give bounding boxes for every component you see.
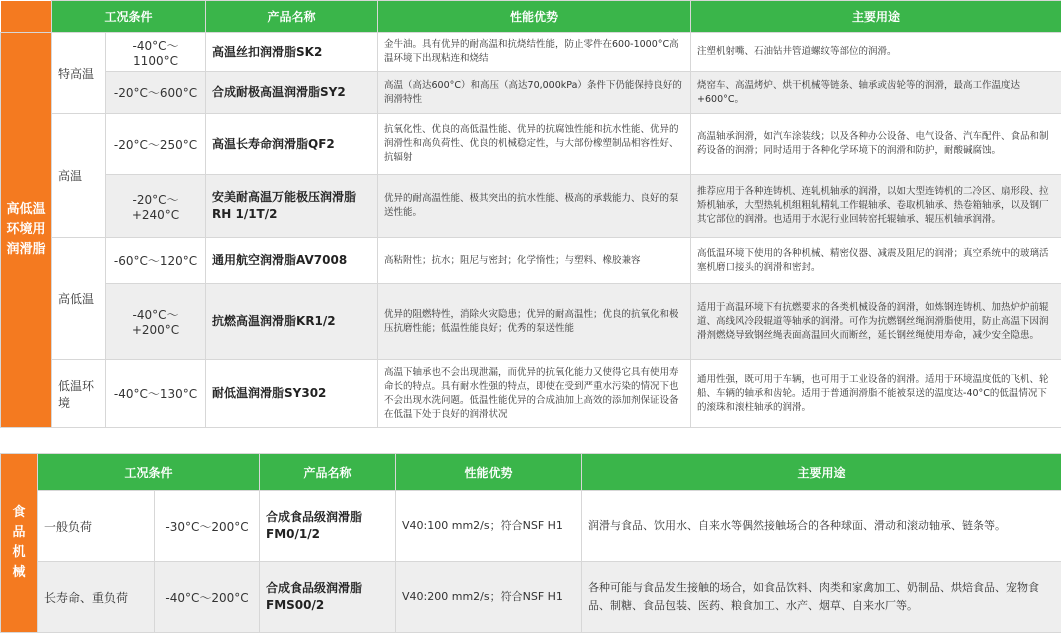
temp-range: -40°C～130°C	[106, 360, 206, 428]
performance-text: 高温（高达600°C）和高压（高达70,000kPa）条件下仍能保持良好的润滑特性	[378, 72, 691, 114]
product-name: 合成食品级润滑脂FM0/1/2	[260, 491, 396, 562]
header-condition: 工况条件	[52, 1, 206, 33]
temp-range: -60°C～120°C	[106, 238, 206, 284]
performance-text: 高粘附性；抗水；阻尼与密封；化学惰性；与塑料、橡胶兼容	[378, 238, 691, 284]
usage-text: 推荐应用于各种连铸机、连轧机轴承的润滑，以如大型连铸机的二冷区、扇形段、拉矫机轴承，大型热轧机组粗轧精轧工作辊轴承、卷取机轴承、热卷箱轴承，以及钢厂其它部位的润滑。也适用于水泥行业回转窑托辊轴承、辊压机轴承润滑。	[691, 175, 1061, 238]
header-condition: 工况条件	[38, 454, 260, 491]
load-condition: 长寿命、重负荷	[38, 562, 155, 633]
product-name: 高温长寿命润滑脂QF2	[206, 114, 378, 175]
usage-text: 注塑机射嘴、石油钻井管道螺纹等部位的润滑。	[691, 33, 1061, 72]
usage-text: 各种可能与食品发生接触的场合，如食品饮料、肉类和家禽加工、奶制品、烘焙食品、宠物食品、制糖、食品包装、医药、粮食加工、水产、烟草、自来水厂等。	[582, 562, 1061, 633]
performance-text: V40:200 mm2/s；符合NSF H1	[396, 562, 582, 633]
group-label: 高低温	[52, 238, 106, 360]
header-product: 产品名称	[260, 454, 396, 491]
temp-range: -40°C～1100°C	[106, 33, 206, 72]
temp-range: -20°C～+240°C	[106, 175, 206, 238]
category-label	[1, 454, 38, 633]
category-label: 高低温环境用润滑脂	[1, 33, 52, 428]
usage-text: 高温轴承润滑，如汽车涂装线；以及各种办公设备、电气设备、汽车配件、食品和制药设备的润滑；同时适用于各种化学环境下的润滑和防护，耐酸碱腐蚀。	[691, 114, 1061, 175]
product-name: 耐低温润滑脂SY302	[206, 360, 378, 428]
header-usage: 主要用途	[582, 454, 1061, 491]
performance-text: V40:100 mm2/s；符合NSF H1	[396, 491, 582, 562]
temp-range: -40°C～+200°C	[106, 284, 206, 360]
header-product: 产品名称	[206, 1, 378, 33]
product-name: 安美耐高温万能极压润滑脂RH 1/1T/2	[206, 175, 378, 238]
performance-text: 高温下轴承也不会出现泄漏，而优异的抗氧化能力又使得它具有使用寿命长的特点。具有耐水性强的特点，即使在受到严重水污染的情况下也不会出现水洗问题。低温性能优异的合成油加上高效的添加剂保证设备在低温下处于良好的润滑状况	[378, 360, 691, 428]
performance-text: 优异的耐高温性能、极其突出的抗水性能、极高的承载能力、良好的泵送性能。	[378, 175, 691, 238]
group-label: 低温环境	[52, 360, 106, 428]
performance-text: 金牛油。具有优异的耐高温和抗烧结性能，防止零件在600-1000°C高温环境下出现粘连和烧结	[378, 33, 691, 72]
load-condition: 一般负荷	[38, 491, 155, 562]
group-label: 特高温	[52, 33, 106, 114]
usage-text: 烧窑车、高温烤炉、烘干机械等链条、轴承或齿轮等的润滑，最高工作温度达+600°C。	[691, 72, 1061, 114]
temp-range: -20°C～250°C	[106, 114, 206, 175]
usage-text: 通用性强，既可用于车辆，也可用于工业设备的润滑。适用于环境温度低的飞机、轮船、车辆的轴承和齿轮。适用于普通润滑脂不能被泵送的温度达-40°C的低温情况下的滚珠和滚柱轴承的润滑。	[691, 360, 1061, 428]
usage-text: 高低温环境下使用的各种机械、精密仪器、减震及阻尼的润滑；真空系统中的玻璃活塞机磨口接头的润滑和密封。	[691, 238, 1061, 284]
header-usage: 主要用途	[691, 1, 1061, 33]
category-text: 食品机械	[12, 505, 26, 580]
product-name: 高温丝扣润滑脂SK2	[206, 33, 378, 72]
performance-text: 优异的阻燃特性，消除火灾隐患；优异的耐高温性；优良的抗氧化和极压抗磨性能；低温性能良好；优秀的泵送性能	[378, 284, 691, 360]
temp-range: -40°C～200°C	[155, 562, 260, 633]
food-machinery-grease-table	[0, 453, 1061, 633]
header-performance: 性能优势	[378, 1, 691, 33]
usage-text: 润滑与食品、饮用水、自来水等偶然接触场合的各种球面、滑动和滚动轴承、链条等。	[582, 491, 1061, 562]
product-name: 合成耐极高温润滑脂SY2	[206, 72, 378, 114]
product-name: 通用航空润滑脂AV7008	[206, 238, 378, 284]
group-label: 高温	[52, 114, 106, 238]
category-band-top	[1, 1, 52, 33]
temp-range: -20°C～600°C	[106, 72, 206, 114]
product-name: 抗燃高温润滑脂KR1/2	[206, 284, 378, 360]
usage-text: 适用于高温环境下有抗燃要求的各类机械设备的润滑，如炼钢连铸机、加热炉炉前辊道、高线风冷段辊道等轴承的润滑。可作为抗燃钢丝绳润滑脂使用，防止高温下因润滑剂燃烧导致钢丝绳表面高温回火而断丝，延长钢丝绳使用寿命，减少安全隐患。	[691, 284, 1061, 360]
performance-text: 抗氧化性、优良的高低温性能、优异的抗腐蚀性能和抗水性能、优异的润滑性和高负荷性、优良的机械稳定性，与大部份橡塑制品相容性好、抗辐射	[378, 114, 691, 175]
temp-range: -30°C～200°C	[155, 491, 260, 562]
header-performance: 性能优势	[396, 454, 582, 491]
product-name: 合成食品级润滑脂FMS00/2	[260, 562, 396, 633]
